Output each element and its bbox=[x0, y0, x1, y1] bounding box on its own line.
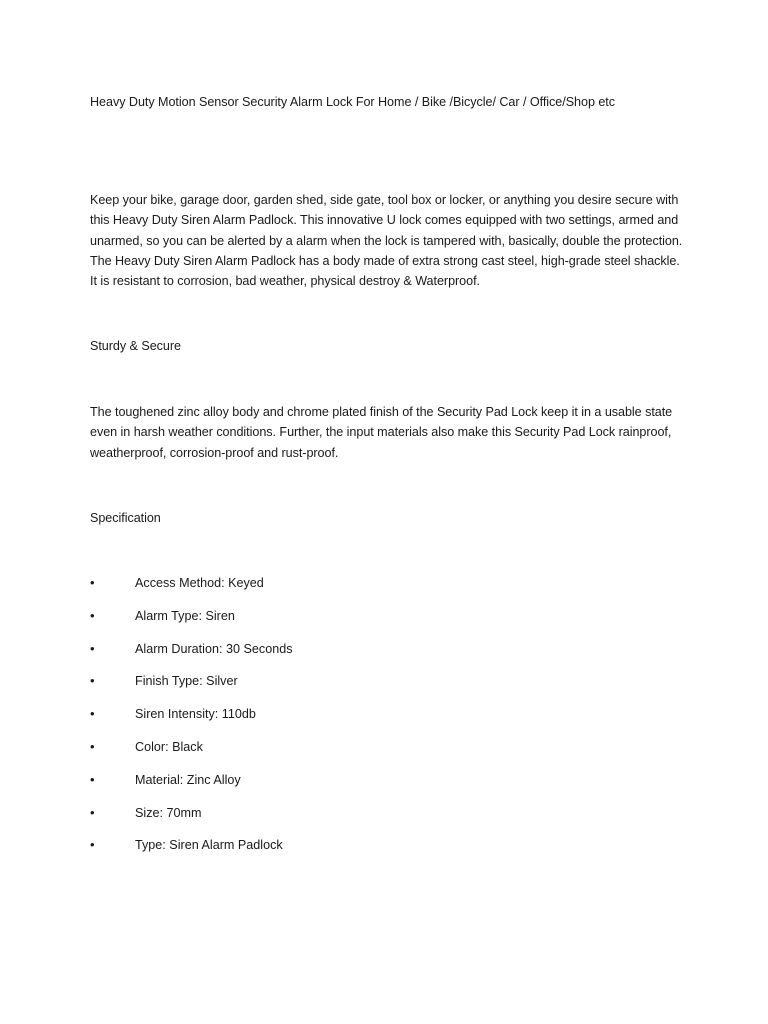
spec-item bbox=[90, 704, 686, 737]
document-title: Heavy Duty Motion Sensor Security Alarm Lock For Home / Bike /Bicycle/ Car / Office/Shop etc bbox=[90, 95, 616, 109]
bullet-icon: • bbox=[90, 804, 95, 820]
spec-item bbox=[90, 639, 686, 672]
sturdy-secure-heading: Sturdy & Secure bbox=[90, 339, 181, 353]
bullet-icon: • bbox=[90, 640, 95, 656]
sturdy-secure-paragraph: The toughened zinc alloy body and chrome plated finish of the Security Pad Lock keep it in a usable state even in harsh weather conditions. Further, the input materials also make this Security Pad Lock rainproof, weatherproof, corrosion-proof and rust-proof. bbox=[90, 405, 673, 460]
spec-text: Access Method: Keyed bbox=[135, 576, 264, 590]
spec-text: Alarm Type: Siren bbox=[135, 608, 235, 623]
bullet-icon: • bbox=[90, 575, 95, 590]
spec-text: Siren Intensity: 110db bbox=[135, 707, 256, 722]
spec-item bbox=[90, 573, 686, 606]
spec-text: Material: Zinc Alloy bbox=[135, 772, 241, 787]
spec-text: Size: 70mm bbox=[135, 805, 202, 820]
bullet-icon: • bbox=[90, 673, 95, 689]
spec-item bbox=[90, 770, 686, 803]
spec-text: Color: Black bbox=[135, 739, 203, 754]
bullet-icon: • bbox=[90, 738, 95, 754]
spec-text: Finish Type: Silver bbox=[135, 674, 238, 689]
spec-item bbox=[90, 835, 686, 868]
specification-list bbox=[90, 573, 686, 868]
bullet-icon: • bbox=[90, 837, 95, 853]
spec-item bbox=[90, 803, 686, 836]
spec-item bbox=[90, 671, 686, 704]
spec-item bbox=[90, 737, 686, 770]
bullet-icon: • bbox=[90, 607, 95, 623]
bullet-icon: • bbox=[90, 706, 95, 722]
bullet-icon: • bbox=[90, 771, 95, 787]
spec-text: Alarm Duration: 30 Seconds bbox=[135, 641, 293, 656]
specification-heading: Specification bbox=[90, 511, 161, 525]
spec-item bbox=[90, 606, 686, 639]
intro-paragraph: Keep your bike, garage door, garden shed, side gate, tool box or locker, or anything you desire secure with this Heavy Duty Siren Alarm Padlock. This innovative U lock comes equipped with two settings, armed and unarmed, so you can be alerted by a alarm when the lock is tampered with, basically, double the protection. The Heavy Duty Siren Alarm Padlock has a body made of extra strong cast steel, high-grade steel shackle. It is resistant to corrosion, bad weather, physical destroy & Waterproof. bbox=[90, 193, 683, 289]
spec-text: Type: Siren Alarm Padlock bbox=[135, 838, 283, 853]
